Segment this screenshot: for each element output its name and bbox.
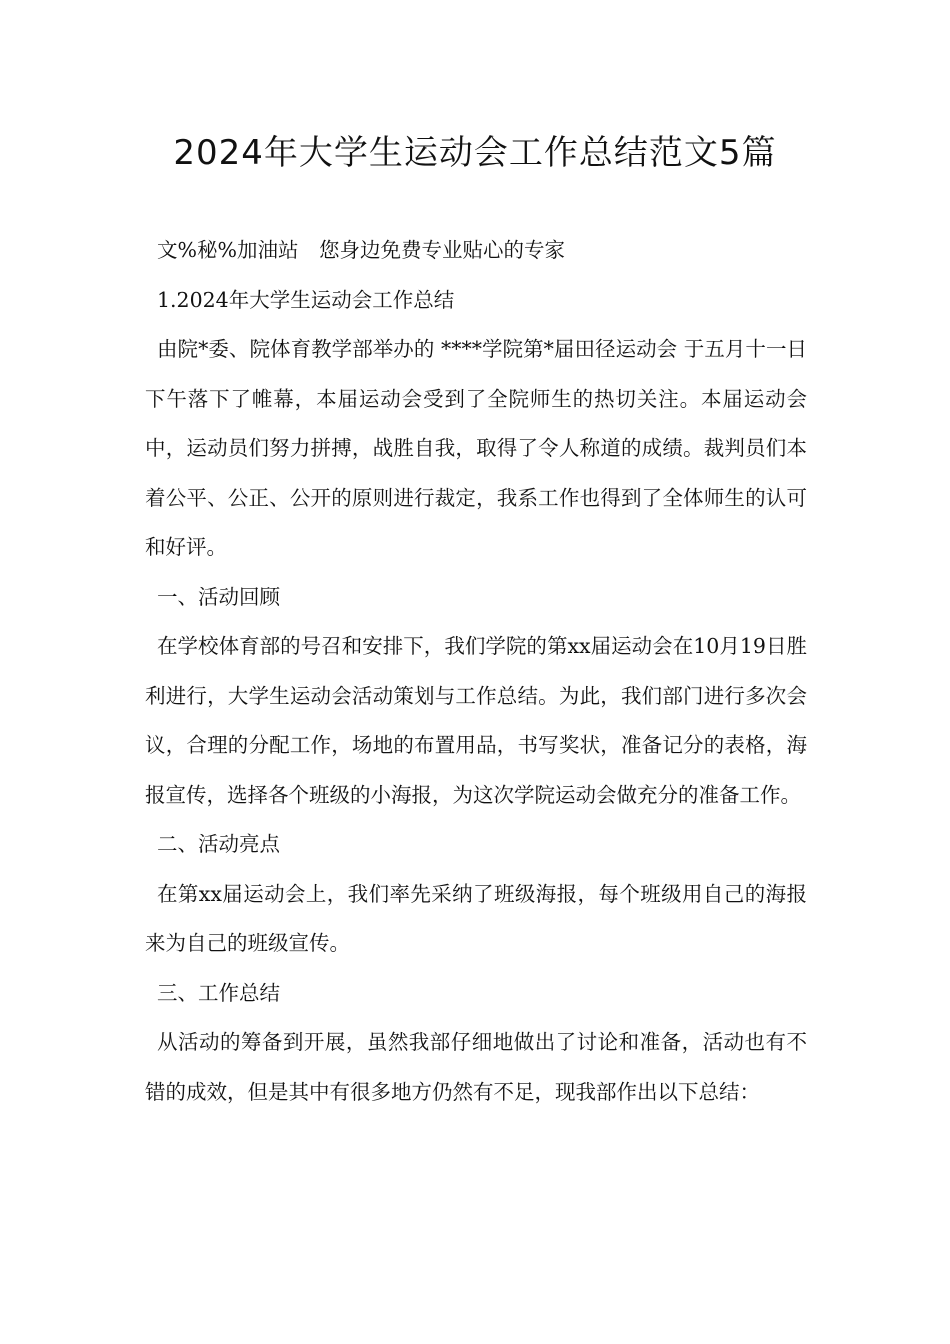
heading-work-summary: 三、工作总结: [157, 980, 280, 1005]
paragraph-work-summary: 从活动的筹备到开展，虽然我部仔细地做出了讨论和准备，活动也有不错的成效，但是其中有很多地方仍然有不足，现我部作出以下总结：: [145, 1030, 807, 1104]
paragraph-activity-highlights: 在第xx届运动会上，我们率先采纳了班级海报，每个班级用自己的海报来为自己的班级宣传。: [145, 881, 807, 955]
document-title: 2024年大学生运动会工作总结范文5篇: [173, 133, 777, 173]
heading-activity-review: 一、活动回顾: [157, 584, 280, 609]
heading-activity-highlights: 二、活动亮点: [157, 832, 280, 856]
source-line: 文%秘%加油站 您身边免费专业贴心的专家: [157, 238, 565, 262]
paragraph-activity-review: 在学校体育部的号召和安排下，我们学院的第xx届运动会在10月19日胜利进行，大学生运动会活动策划与工作总结。为此，我们部门进行多次会议，合理的分配工作，场地的布置用品，书写奖状，准备记分的表格，海报宣传，选择各个班级的小海报，为这次学院运动会做充分的准备工作。: [145, 634, 807, 807]
paragraph-intro: 由院*委、院体育教学部举办的 ****学院第*届田径运动会 于五月十一日下午落下了帷幕，本届运动会受到了全院师生的热切关注。本届运动会中，运动员们努力拼搏，战胜自我，取得了令人称道的成绩。裁判员们本着公平、公正、公开的原则进行裁定，我系工作也得到了全体师生的认可和好评。: [145, 337, 807, 559]
section-heading-1: 1.2024年大学生运动会工作总结: [157, 287, 455, 312]
document-body: [145, 226, 807, 1117]
